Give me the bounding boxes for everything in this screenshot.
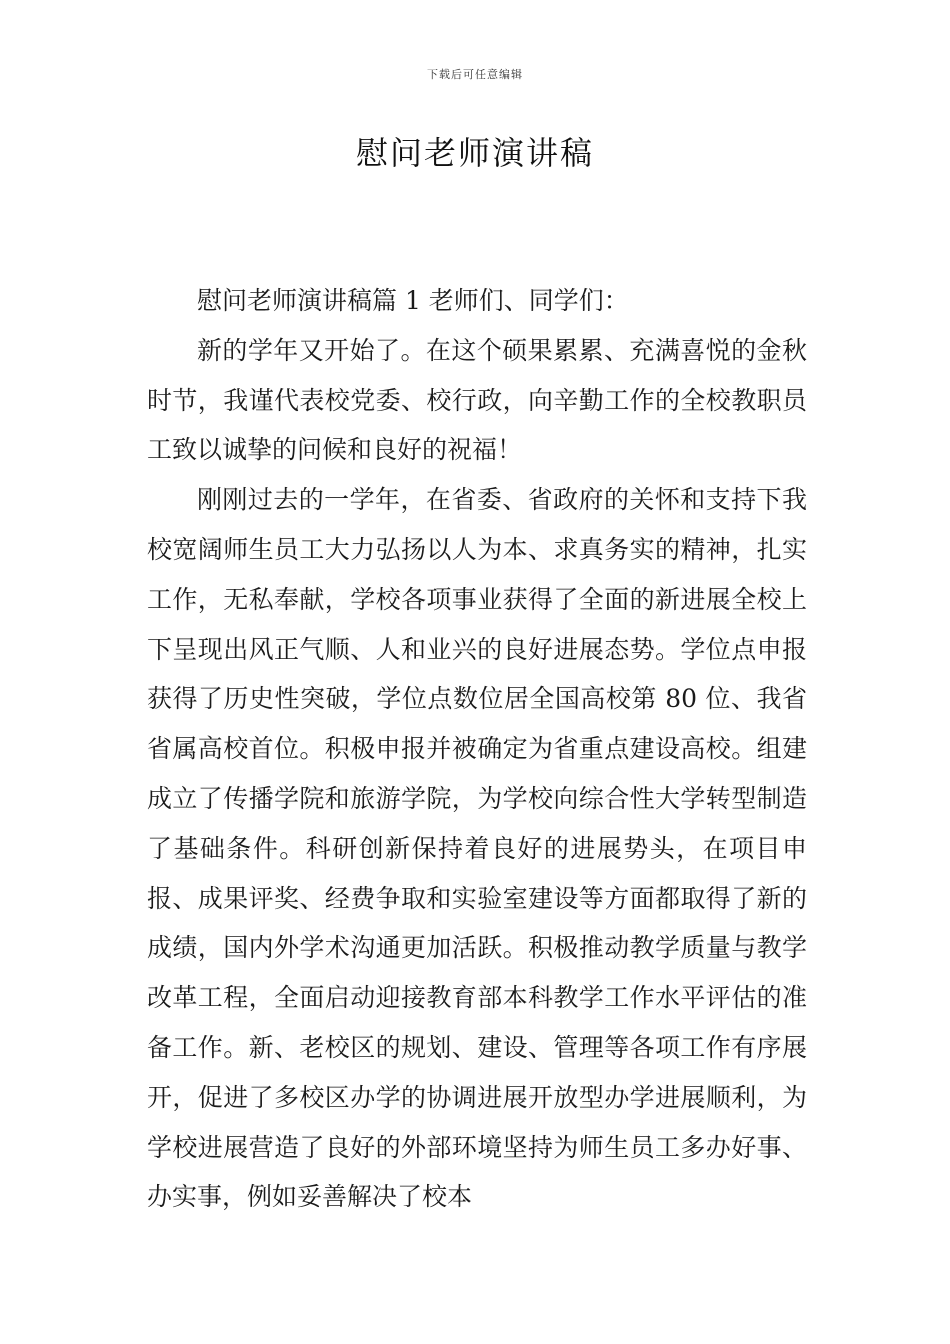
paragraph-salutation: 慰问老师演讲稿篇 1 老师们、同学们： bbox=[197, 286, 629, 315]
paragraph-greeting: 新的学年又开始了。在这个硕果累累、充满喜悦的金秋时节，我谨代表校党委、校行政，向辛勤工作的全校教职员工致以诚挚的问候和良好的祝福！ bbox=[147, 335, 807, 465]
document-title: 慰问老师演讲稿 bbox=[355, 134, 594, 172]
header-note: 下载后可任意编辑 bbox=[427, 68, 523, 81]
document-body bbox=[147, 276, 807, 1222]
paragraph-review: 刚刚过去的一学年，在省委、省政府的关怀和支持下我校宽阔师生员工大力弘扬以人为本、求真务实的精神，扎实工作，无私奉献，学校各项事业获得了全面的新进展全校上下呈现出风正气顺、人和业兴的良好进展态势。学位点申报获得了历史性突破，学位点数位居全国高校第 80 位、我省省属高校首位。积极申报并被确定为省重点建设高校。组建成立了传播学院和旅游学院，为学校向综合性大学转型制造了基础条件。科研创新保持着良好的进展势头，在项目申报、成果评奖、经费争取和实验室建设等方面都取得了新的成绩，国内外学术沟通更加活跃。积极推动教学质量与教学改革工程，全面启动迎接教育部本科教学工作水平评估的准备工作。新、老校区的规划、建设、管理等各项工作有序展开，促进了多校区办学的协调进展开放型办学进展顺利，为学校进展营造了良好的外部环境坚持为师生员工多办好事、办实事，例如妥善解决了校本 bbox=[147, 485, 807, 1212]
